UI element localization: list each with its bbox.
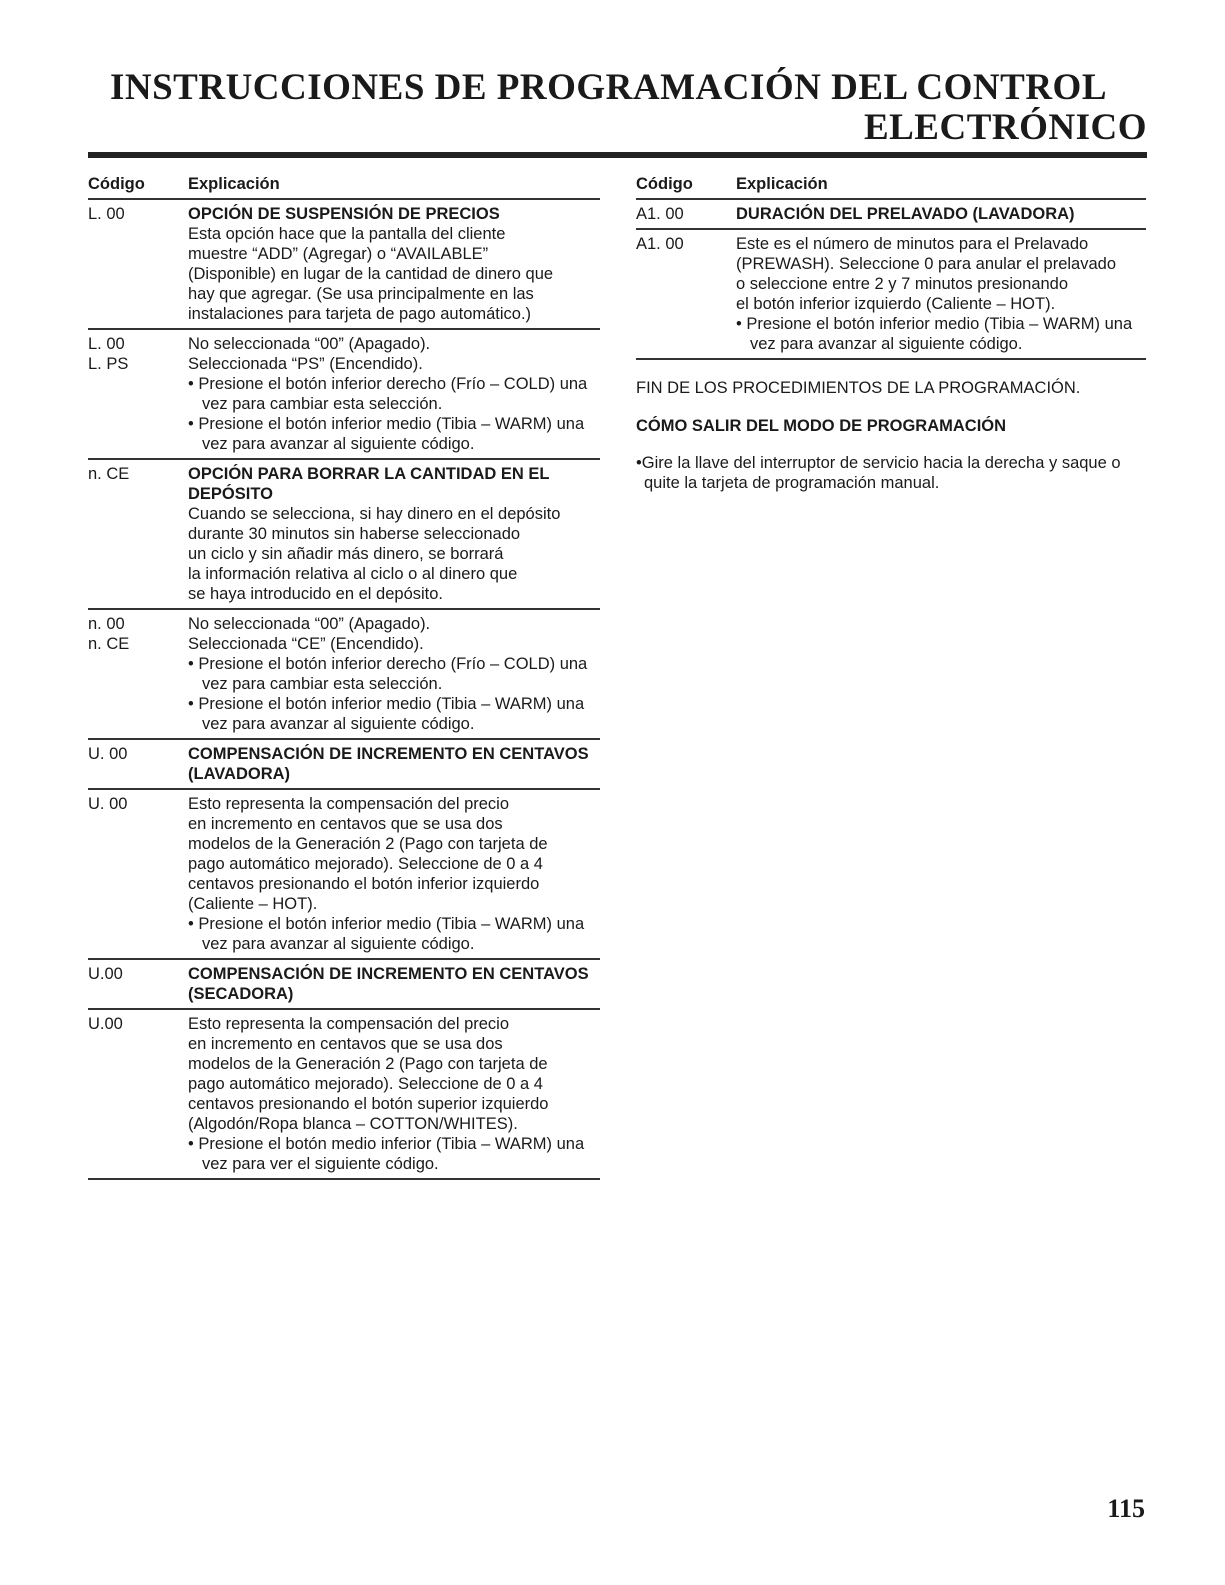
code-value: L. PS: [88, 355, 129, 373]
row-text: Seleccionada “CE” (Encendido).: [188, 635, 424, 653]
table-row: [88, 330, 600, 460]
code-value: n. 00: [88, 615, 125, 633]
row-text: Esta opción hace que la pantalla del cliente: [188, 225, 506, 243]
header-code: Código: [88, 175, 145, 193]
row-text: No seleccionada “00” (Apagado).: [188, 615, 431, 633]
row-text: Seleccionada “PS” (Encendido).: [188, 355, 423, 373]
code-value: U.00: [88, 1015, 123, 1033]
table-row: [88, 200, 600, 330]
row-text: Esto representa la compensación del precio: [188, 1015, 510, 1033]
row-code: [88, 204, 188, 324]
row-text: modelos de la Generación 2 (Pago con tarjeta de: [188, 835, 548, 853]
row-text: pago automático mejorado). Seleccione de 0 a 4: [188, 1075, 543, 1093]
code-value: A1. 00: [636, 205, 684, 223]
row-explanation: [736, 204, 1146, 224]
table-row: [88, 790, 600, 960]
row-text: No seleccionada “00” (Apagado).: [188, 335, 431, 353]
row-bullet: • Presione el botón medio inferior (Tibia – WARM) una vez para ver el siguiente código.: [188, 1135, 585, 1173]
row-text: centavos presionando el botón inferior izquierdo: [188, 875, 540, 893]
row-text: o seleccione entre 2 y 7 minutos presionando: [736, 275, 1069, 293]
row-text: Esto representa la compensación del precio: [188, 795, 510, 813]
title-rule: [88, 152, 1147, 158]
row-code: [636, 204, 736, 224]
code-value: n. CE: [88, 465, 130, 483]
row-heading: DURACIÓN DEL PRELAVADO (LAVADORA): [736, 205, 1075, 223]
end-text: FIN DE LOS PROCEDIMIENTOS DE LA PROGRAMACIÓN.: [636, 379, 1081, 397]
table-header: [88, 166, 600, 200]
row-bullet: • Presione el botón inferior medio (Tibia – WARM) una vez para avanzar al siguiente código.: [736, 315, 1133, 353]
row-bullet: • Presione el botón inferior medio (Tibia – WARM) una vez para avanzar al siguiente código.: [188, 695, 585, 733]
row-explanation: [188, 1014, 600, 1174]
row-text: pago automático mejorado). Seleccione de 0 a 4: [188, 855, 543, 873]
row-text: (PREWASH). Seleccione 0 para anular el prelavado: [736, 255, 1116, 273]
row-explanation: [188, 334, 600, 454]
table-row: [636, 230, 1146, 360]
row-text: el botón inferior izquierdo (Caliente – HOT).: [736, 295, 1056, 313]
row-text: un ciclo y sin añadir más dinero, se borrará: [188, 545, 504, 563]
row-text: (Disponible) en lugar de la cantidad de dinero que: [188, 265, 554, 283]
row-text: instalaciones para tarjeta de pago automático.): [188, 305, 532, 323]
title-line-2: ELECTRÓNICO: [863, 107, 1147, 148]
row-code: [88, 614, 188, 734]
row-text: (Algodón/Ropa blanca – COTTON/WHITES).: [188, 1115, 518, 1133]
row-text: (Caliente – HOT).: [188, 895, 318, 913]
row-explanation: [188, 614, 600, 734]
row-code: [88, 334, 188, 454]
row-bullet: • Presione el botón inferior derecho (Frío – COLD) una vez para cambiar esta selección.: [188, 375, 588, 413]
row-explanation: [188, 964, 600, 1004]
row-text: hay que agregar. (Se usa principalmente en las: [188, 285, 534, 303]
table-row: [88, 460, 600, 610]
row-text: Este es el número de minutos para el Prelavado: [736, 235, 1089, 253]
header-code: Código: [636, 175, 693, 193]
row-bullet: • Presione el botón inferior medio (Tibia – WARM) una vez para avanzar al siguiente código.: [188, 415, 585, 453]
row-text: la información relativa al ciclo o al dinero que: [188, 565, 518, 583]
table-header: [636, 166, 1146, 200]
title-line-1: INSTRUCCIONES DE PROGRAMACIÓN DEL CONTROL: [109, 67, 1107, 108]
table-row: [636, 200, 1146, 230]
exit-heading: CÓMO SALIR DEL MODO DE PROGRAMACIÓN: [636, 417, 1007, 435]
row-text: modelos de la Generación 2 (Pago con tarjeta de: [188, 1055, 548, 1073]
code-value: n. CE: [88, 635, 130, 653]
right-column: [636, 166, 1146, 509]
code-value: A1. 00: [636, 235, 684, 253]
row-bullet: • Presione el botón inferior derecho (Frío – COLD) una vez para cambiar esta selección.: [188, 655, 588, 693]
row-text: en incremento en centavos que se usa dos: [188, 1035, 503, 1053]
row-code: [88, 794, 188, 954]
row-text: durante 30 minutos sin haberse seleccionado: [188, 525, 521, 543]
row-heading: COMPENSACIÓN DE INCREMENTO EN CENTAVOS (LAVADORA): [188, 745, 589, 783]
code-value: L. 00: [88, 335, 125, 353]
row-explanation: [188, 464, 600, 604]
row-code: [88, 964, 188, 1004]
row-text: muestre “ADD” (Agregar) o “AVAILABLE”: [188, 245, 489, 263]
page-number: 115: [1107, 1494, 1145, 1523]
exit-body: •Gire la llave del interruptor de servicio hacia la derecha y saque o quite la tarjeta de programación manual.: [636, 453, 1121, 492]
row-bullet: • Presione el botón inferior medio (Tibia – WARM) una vez para avanzar al siguiente código.: [188, 915, 585, 953]
row-explanation: [188, 744, 600, 784]
table-row: [88, 960, 600, 1010]
row-heading: COMPENSACIÓN DE INCREMENTO EN CENTAVOS (SECADORA): [188, 965, 589, 1003]
row-code: [88, 744, 188, 784]
row-explanation: [736, 234, 1146, 354]
row-text: en incremento en centavos que se usa dos: [188, 815, 503, 833]
row-heading: OPCIÓN DE SUSPENSIÓN DE PRECIOS: [188, 205, 500, 223]
row-text: Cuando se selecciona, si hay dinero en el depósito: [188, 505, 561, 523]
page-title: [60, 68, 1147, 148]
code-value: U.00: [88, 965, 123, 983]
table-row: [88, 1010, 600, 1180]
code-value: U. 00: [88, 795, 128, 813]
row-text: se haya introducido en el depósito.: [188, 585, 444, 603]
row-code: [88, 1014, 188, 1174]
right-rows: [636, 200, 1146, 360]
code-value: U. 00: [88, 745, 128, 763]
code-value: L. 00: [88, 205, 125, 223]
row-text: centavos presionando el botón superior izquierdo: [188, 1095, 549, 1113]
left-rows: [88, 200, 600, 1180]
row-explanation: [188, 204, 600, 324]
header-explanation: Explicación: [736, 175, 828, 193]
table-row: [88, 610, 600, 740]
header-explanation: Explicación: [188, 175, 280, 193]
left-column: [88, 166, 600, 1180]
table-row: [88, 740, 600, 790]
row-code: [636, 234, 736, 354]
row-code: [88, 464, 188, 604]
row-heading: OPCIÓN PARA BORRAR LA CANTIDAD EN EL DEPÓSITO: [188, 465, 550, 503]
row-explanation: [188, 794, 600, 954]
